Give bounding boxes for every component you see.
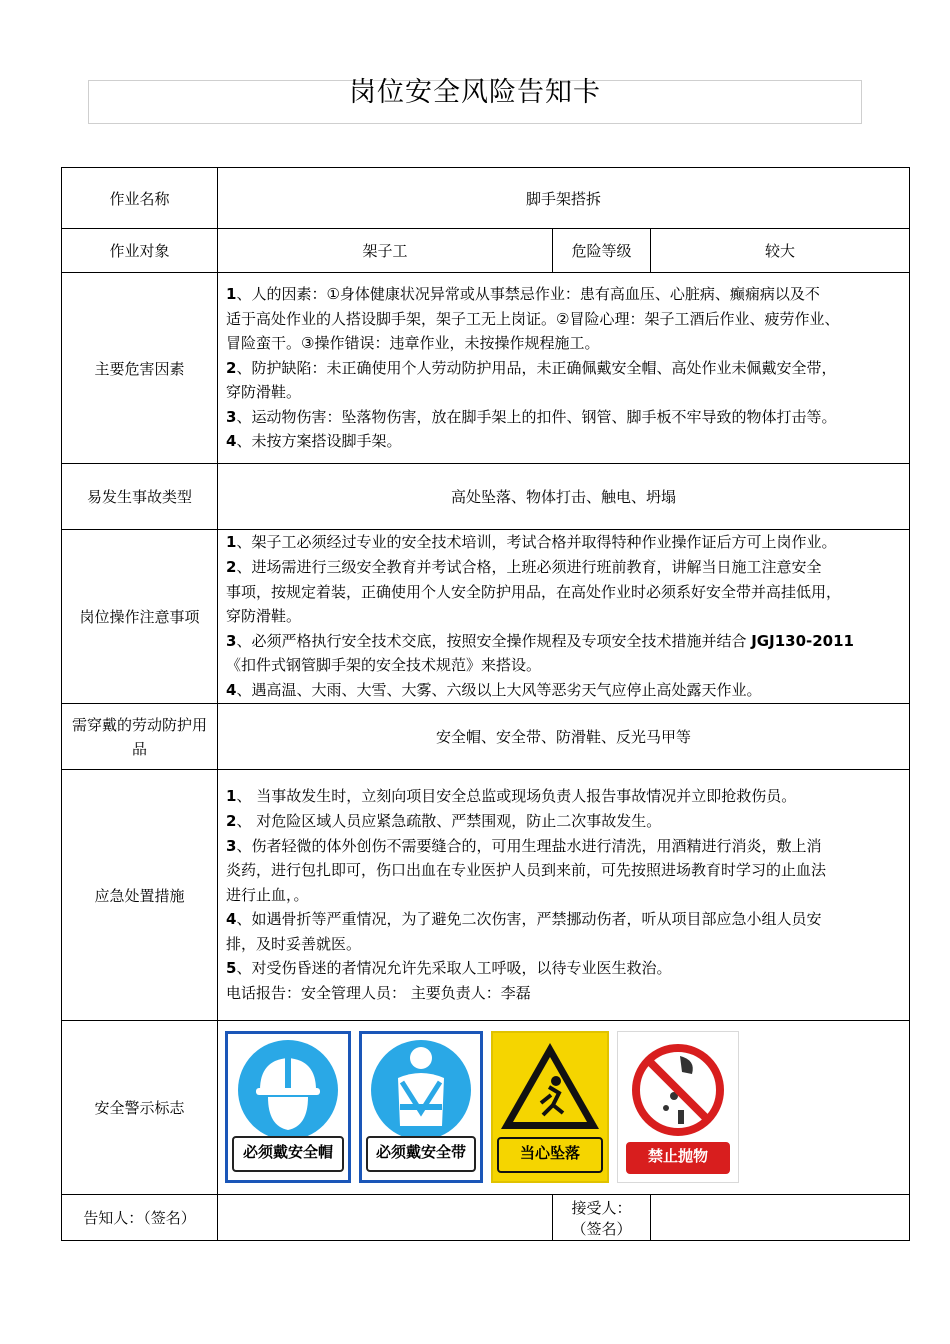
harness-pictogram: [362, 1034, 480, 1146]
row-emergency: [62, 770, 910, 1021]
text-segment: 1: [226, 787, 237, 806]
text-line: [226, 858, 901, 883]
text-line: [226, 604, 901, 629]
text-line: [226, 307, 901, 332]
text-line: [226, 956, 901, 981]
text-segment: 、对受伤昏迷的者情况允许先采取人工呼吸，以待专业医生救治。: [236, 959, 672, 978]
signs-row: [225, 1031, 909, 1183]
no-throwing-caption: 禁止抛物: [626, 1142, 730, 1174]
signs-cell: [218, 1021, 910, 1195]
text-segment: 、如遇骨折等严重情况，为了避免二次伤害，严禁挪动伤者，听从项目部应急小组人员安: [236, 910, 822, 929]
informer-signature-label: 告知人：（签名）: [62, 1195, 218, 1241]
text-segment: 《扣件式钢管脚手架的安全技术规范》来搭设。: [226, 656, 542, 675]
hard-hat-sign-icon: [225, 1031, 351, 1183]
row-signature: [62, 1195, 910, 1241]
text-line: [226, 405, 901, 430]
no-throwing-pictogram: [618, 1032, 738, 1144]
row-job-name: [62, 168, 910, 229]
ppe-label: 需穿戴的劳动防护用品: [62, 704, 218, 770]
text-segment: 、人的因素：①身体健康状况异常或从事禁忌作业：患有高血压、心脏病、癫痫病以及不: [236, 284, 820, 303]
text-line: [226, 580, 901, 605]
text-line: [226, 834, 901, 859]
text-line: [226, 932, 901, 957]
text-segment: 、未按方案搭设脚手架。: [236, 432, 402, 451]
text-line: [226, 883, 901, 908]
job-name-value: 脚手架搭拆: [218, 168, 910, 229]
text-line: [226, 653, 901, 678]
text-segment: 1: [226, 284, 237, 303]
hazards-label: 主要危害因素: [62, 273, 218, 464]
text-segment: 5: [226, 959, 237, 978]
receiver-signature-field[interactable]: [651, 1195, 910, 1241]
text-segment: 穿防滑鞋。: [226, 607, 302, 626]
risk-level-label: 危险等级: [553, 229, 651, 273]
text-line: [226, 784, 901, 809]
text-segment: 进行止血，。: [226, 885, 309, 904]
text-segment: 3: [226, 836, 237, 855]
fall-warning-sign-icon: [491, 1031, 609, 1183]
text-line: [226, 530, 901, 555]
text-segment: 4: [226, 432, 237, 451]
text-line: [226, 429, 901, 454]
safety-harness-sign-icon: [359, 1031, 483, 1183]
row-precautions: [62, 530, 910, 704]
hazards-content: [218, 273, 910, 464]
row-ppe: [62, 704, 910, 770]
text-segment: 排，及时妥善就医。: [226, 934, 362, 953]
text-line: [226, 331, 901, 356]
text-line: [226, 356, 901, 381]
text-segment: 3: [226, 631, 237, 650]
text-segment: 、 当事故发生时，立刻向项目安全总监或现场负责人报告事故情况并立即抢救伤员。: [236, 787, 797, 806]
text-line: [226, 282, 901, 307]
text-segment: 2: [226, 358, 237, 377]
harness-sign-caption: 必须戴安全带: [366, 1136, 476, 1172]
text-line: [226, 629, 901, 654]
text-segment: 、防护缺陷：未正确使用个人劳动防护用品，未正确佩戴安全帽、高处作业未佩戴安全带，: [236, 358, 837, 377]
text-line: [226, 981, 901, 1006]
text-segment: 1: [226, 533, 237, 552]
job-target-label: 作业对象: [62, 229, 218, 273]
emergency-content: [218, 770, 910, 1021]
text-segment: 事项，按规定着装，正确使用个人安全防护用品，在高处作业时必须系好安全带并高挂低用，: [226, 582, 842, 601]
page-title: 岗位安全风险告知卡: [349, 77, 601, 108]
text-segment: 2: [226, 558, 237, 577]
fall-warning-caption: 当心坠落: [497, 1137, 603, 1173]
text-line: [226, 555, 901, 580]
text-line: [226, 380, 901, 405]
text-line: [226, 809, 901, 834]
accident-types-label: 易发生事故类型: [62, 464, 218, 530]
text-segment: 、遇高温、大雨、大雪、大雾、六级以上大风等恶劣天气应停止高处露天作业。: [236, 680, 762, 699]
text-segment: JGJ130-2011: [751, 631, 854, 650]
text-segment: 2: [226, 811, 237, 830]
text-segment: 、伤者轻微的体外创伤不需要缝合的，可用生理盐水进行清洗，用酒精进行消炎，敷上消: [236, 836, 822, 855]
text-line: [226, 678, 901, 703]
text-segment: 、进场需进行三级安全教育并考试合格，上班必须进行班前教育，讲解当日施工注意安全: [236, 558, 822, 577]
precautions-content: [218, 530, 910, 704]
row-signs: [62, 1021, 910, 1195]
text-segment: 3: [226, 407, 237, 426]
row-accident-types: [62, 464, 910, 530]
informer-signature-field[interactable]: [218, 1195, 553, 1241]
text-segment: 炎药，进行包扎即可，伤口出血在专业医护人员到来前，可先按照进场教育时学习的止血法: [226, 861, 827, 880]
row-hazards: [62, 273, 910, 464]
job-name-label: 作业名称: [62, 168, 218, 229]
no-throwing-sign-icon: [617, 1031, 739, 1183]
text-segment: 、架子工必须经过专业的安全技术培训，考试合格并取得特种作业操作证后方可上岗作业。: [236, 533, 837, 552]
hard-hat-sign-caption: 必须戴安全帽: [232, 1136, 344, 1172]
text-segment: 、必须严格执行安全技术交底，按照安全操作规程及专项安全技术措施并结合: [236, 631, 752, 650]
text-segment: 适于高处作业的人搭设脚手架，架子工无上岗证。②冒险心理：架子工酒后作业、疲劳作业、: [226, 309, 840, 328]
text-segment: 冒险蛮干。③操作错误：违章作业，未按操作规程施工。: [226, 334, 600, 353]
risk-notice-table: [61, 167, 910, 1241]
hard-hat-pictogram: [228, 1034, 348, 1146]
text-line: [226, 907, 901, 932]
signs-label: 安全警示标志: [62, 1021, 218, 1195]
text-segment: 电话报告：安全管理人员： 主要负责人：李磊: [226, 984, 531, 1003]
risk-level-value: 较大: [651, 229, 910, 273]
ppe-value: 安全帽、安全带、防滑鞋、反光马甲等: [218, 704, 910, 770]
text-segment: 4: [226, 680, 237, 699]
text-segment: 、 对危险区域人员应紧急疏散、严禁围观，防止二次事故发生。: [236, 811, 662, 830]
text-segment: 4: [226, 910, 237, 929]
emergency-label: 应急处置措施: [62, 770, 218, 1021]
precautions-label: 岗位操作注意事项: [62, 530, 218, 704]
text-segment: 、运动物伤害：坠落物伤害，放在脚手架上的扣件、钢管、脚手板不牢导致的物体打击等。: [236, 407, 837, 426]
job-target-value: 架子工: [218, 229, 553, 273]
row-job-target: [62, 229, 910, 273]
fall-warning-pictogram: [493, 1033, 607, 1145]
accident-types-value: 高处坠落、物体打击、触电、坍塌: [218, 464, 910, 530]
text-segment: 穿防滑鞋。: [226, 383, 302, 402]
receiver-signature-label: 接受人：（签名）: [553, 1195, 651, 1241]
